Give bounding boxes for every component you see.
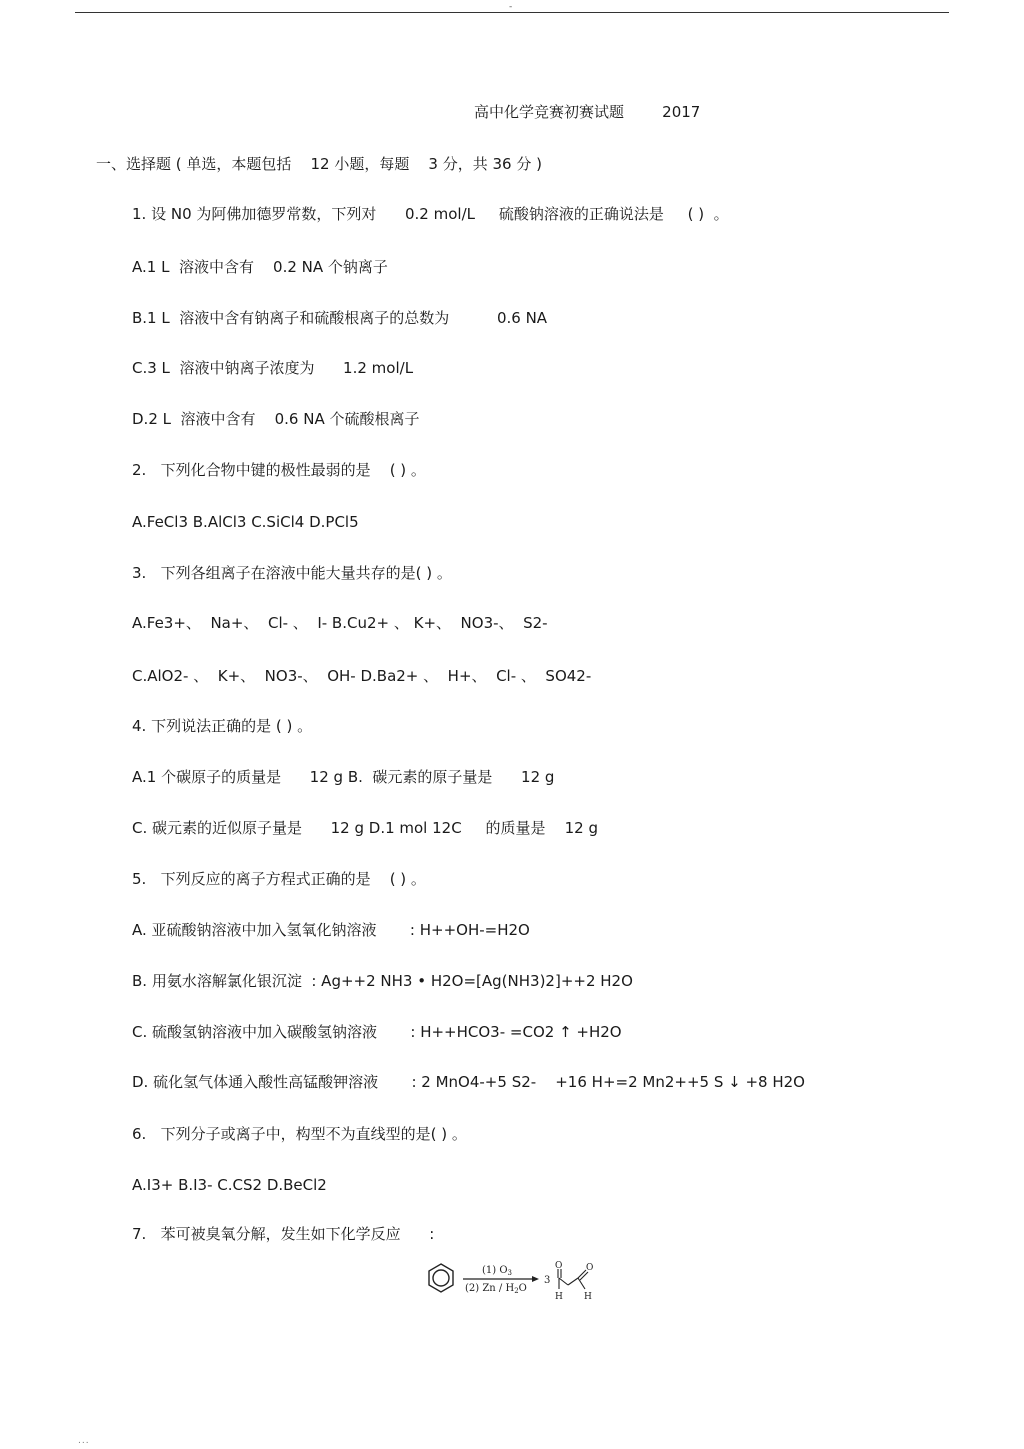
reagent-step-1: (1) $O_3$ [482, 1265, 513, 1277]
question-5-option-a: A. 亚硫酸钠溶液中加入氢氧化钠溶液 : H++OH-=H2O [132, 921, 530, 939]
question-5-option-c: C. 硫酸氢钠溶液中加入碳酸氢钠溶液 : H++HCO3- =CO2 ↑ +H2O [132, 1023, 622, 1041]
question-4-options-ab: A.1 个碳原子的质量是 12 g B. 碳元素的原子量是 12 g [132, 768, 555, 786]
question-1-option-a: A.1 L 溶液中含有 0.2 NA 个钠离子 [132, 258, 388, 276]
header-rule [75, 12, 949, 13]
question-2-options: A.FeCl3 B.AlCl3 C.SiCl4 D.PCl5 [132, 513, 359, 531]
footer-mark: ... [78, 1436, 90, 1446]
carbonyl-oxygen-right: O [586, 1263, 594, 1273]
question-3: 3. 下列各组离子在溶液中能大量共存的是( ) 。 [132, 564, 452, 582]
question-1-option-b: B.1 L 溶液中含有钠离子和硫酸根离子的总数为 0.6 NA [132, 309, 548, 327]
section-heading: 一、选择题 ( 单选，本题包括 12 小题，每题 3 分，共 36 分 ) [96, 155, 542, 173]
ozonolysis-reaction-scheme [420, 1256, 610, 1302]
reaction-arrow [463, 1276, 539, 1282]
benzene-ring [429, 1264, 453, 1292]
hydrogen-left: H [555, 1292, 563, 1302]
carbonyl-oxygen-left: O [555, 1261, 563, 1271]
question-4: 4. 下列说法正确的是 ( ) 。 [132, 717, 313, 735]
hydrogen-right: H [584, 1292, 592, 1302]
question-4-options-cd: C. 碳元素的近似原子量是 12 g D.1 mol 12C 的质量是 12 g [132, 819, 598, 837]
question-3-options-ab: A.Fe3+、 Na+、 Cl- 、 I- B.Cu2+ 、 K+、 NO3-、 S2- [132, 614, 548, 632]
header-mark: - [509, 2, 513, 12]
reaction-diagram [420, 1256, 610, 1302]
question-2: 2. 下列化合物中键的极性最弱的是 ( ) 。 [132, 461, 426, 479]
product-coefficient: 3 [544, 1275, 551, 1286]
question-5-option-b: B. 用氨水溶解氯化银沉淀 : Ag++2 NH3 • H2O=[Ag(NH3)2]++2 H2O [132, 972, 633, 990]
glyoxal-structure [558, 1269, 588, 1289]
question-1-option-d: D.2 L 溶液中含有 0.6 NA 个硫酸根离子 [132, 410, 420, 428]
question-6-options: A.I3+ B.I3- C.CS2 D.BeCl2 [132, 1176, 327, 1194]
question-5-option-d: D. 硫化氢气体通入酸性高锰酸钾溶液 : 2 MnO4-+5 S2- +16 H+=2 Mn2++5 S ↓ +8 H2O [132, 1073, 805, 1091]
question-7: 7. 苯可被臭氧分解，发生如下化学反应 : [132, 1225, 435, 1243]
page-title: 高中化学竞赛初赛试题 2017 [474, 103, 701, 121]
question-3-options-cd: C.AlO2- 、 K+、 NO3-、 OH- D.Ba2+ 、 H+、 Cl- 、 SO42- [132, 667, 592, 685]
question-1: 1. 设 N0 为阿佛加德罗常数，下列对 0.2 mol/L 硫酸钠溶液的正确说法是 ( ) 。 [132, 205, 729, 223]
question-6: 6. 下列分子或离子中，构型不为直线型的是( ) 。 [132, 1125, 467, 1143]
question-5: 5. 下列反应的离子方程式正确的是 ( ) 。 [132, 870, 426, 888]
reagent-step-2: (2) Zn / $H_2O$ [465, 1283, 527, 1295]
question-1-option-c: C.3 L 溶液中钠离子浓度为 1.2 mol/L [132, 359, 414, 377]
